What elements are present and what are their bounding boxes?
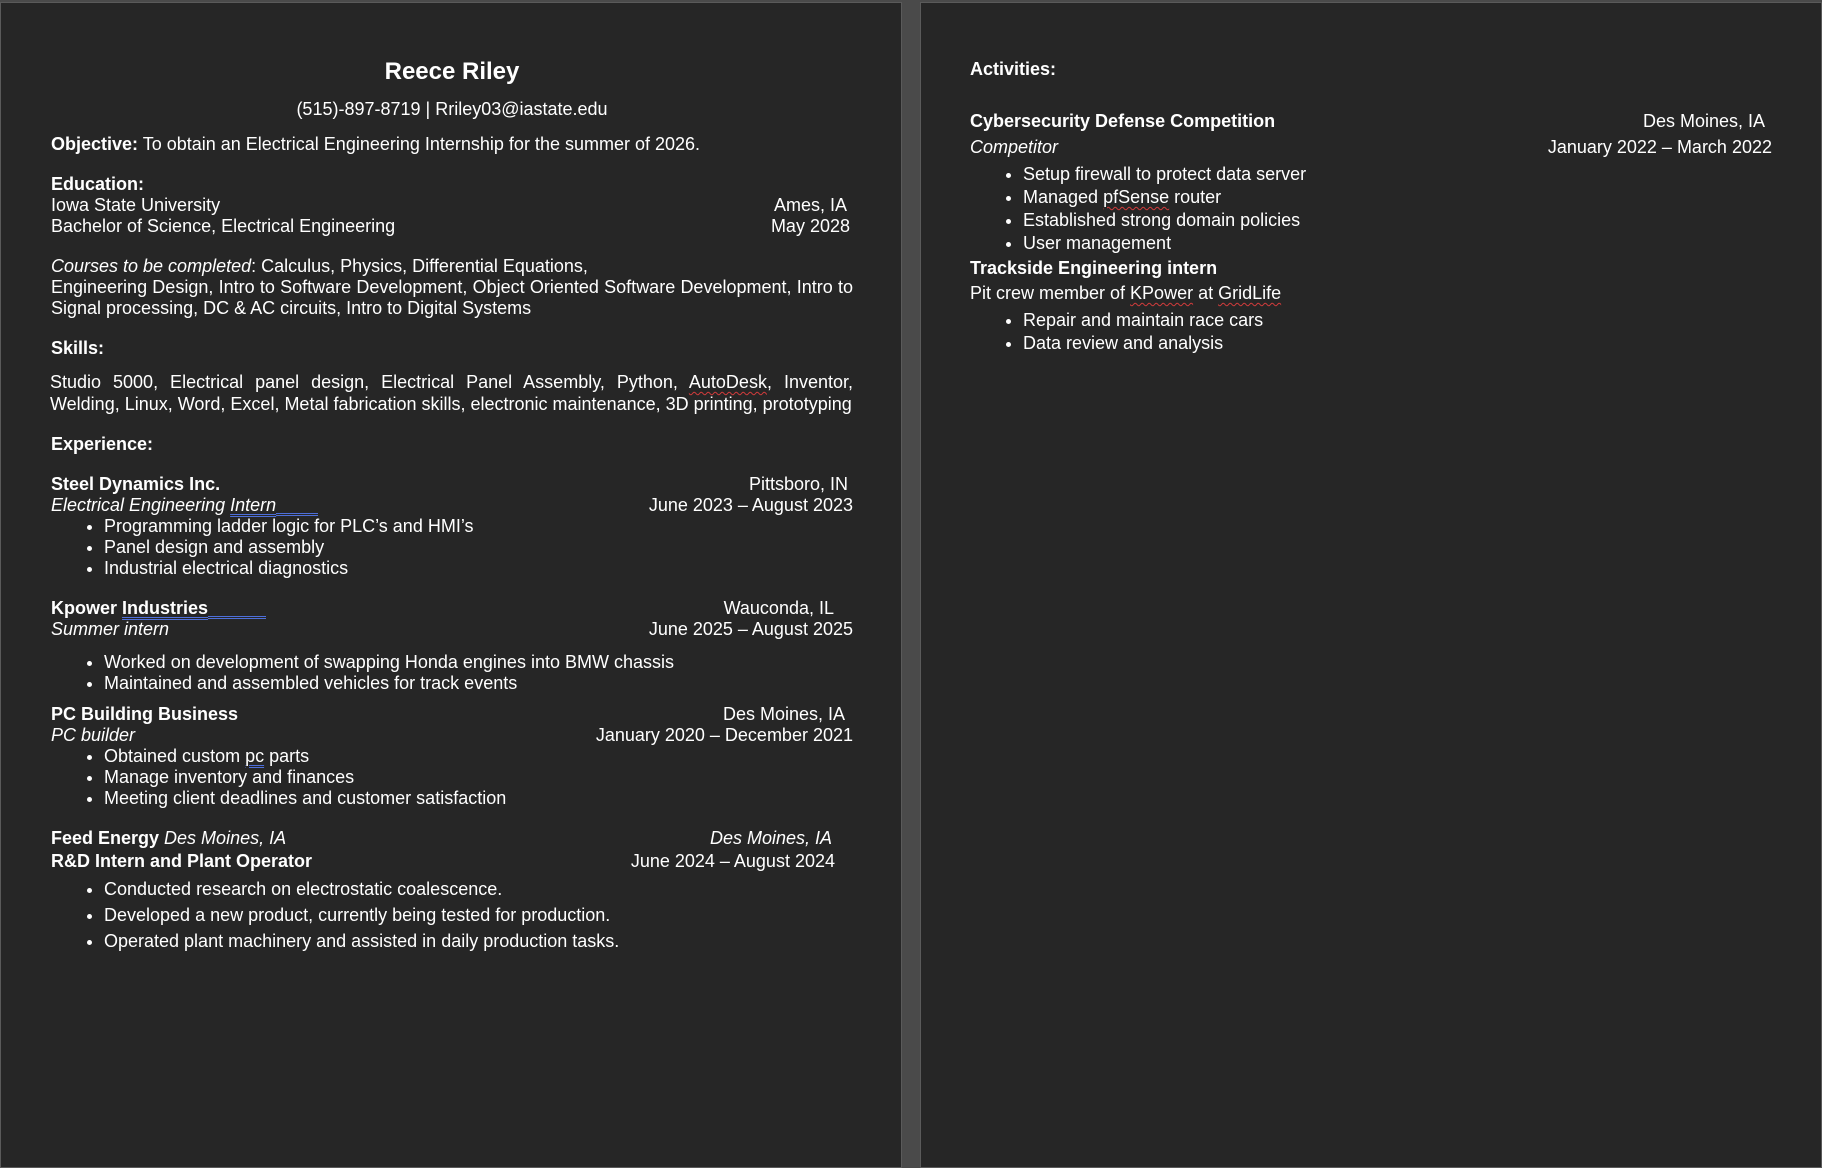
courses-label: Courses to be completed — [51, 256, 252, 276]
job-role: Summer intern — [51, 619, 170, 639]
job-bullets — [51, 516, 853, 579]
objective-label: Objective: — [51, 134, 139, 154]
list-item: • Panel design and assembly — [104, 537, 853, 558]
degree-date: May 2028 — [770, 216, 850, 236]
job-role-row — [51, 851, 853, 872]
job-location: Des Moines, IA — [722, 704, 845, 724]
activity-title: Trackside Engineering intern — [970, 258, 1218, 278]
skills-text — [50, 371, 853, 415]
job-company: PC Building Business — [51, 704, 239, 724]
job-company-name: Feed Energy — [51, 828, 160, 848]
activity-role: Competitor — [970, 137, 1059, 157]
list-item: • Data review and analysis — [1023, 332, 1772, 355]
bullet-part-3: router — [1169, 187, 1222, 207]
activity-location: Des Moines, IA — [1642, 111, 1765, 131]
grammar-underline-mark — [276, 495, 318, 516]
activity-bullets — [970, 163, 1772, 255]
desc-part-3: at — [1193, 283, 1219, 303]
job-company: Steel Dynamics Inc. — [51, 474, 221, 494]
list-item: • User management — [1023, 232, 1772, 255]
page-1-body — [51, 57, 853, 954]
job-dates: June 2024 – August 2024 — [630, 851, 835, 871]
activity-trackside — [970, 258, 1772, 355]
list-item: • Programming ladder logic for PLC’s and HMI’s — [104, 516, 853, 537]
list-item: • Meeting client deadlines and customer satisfaction — [104, 788, 853, 809]
job-dates: June 2023 – August 2023 — [648, 495, 853, 515]
list-item — [104, 746, 853, 767]
job-company-location: Des Moines, IA — [159, 828, 287, 848]
bullet-flagged-word: pfSense — [1103, 187, 1170, 207]
job-role — [51, 495, 318, 516]
activities-heading: Activities: — [970, 59, 1057, 79]
list-item: • Repair and maintain race cars — [1023, 309, 1772, 332]
list-item: • Operated plant machinery and assisted in daily production tasks. — [104, 928, 853, 954]
job-steel-dynamics — [51, 474, 853, 579]
bullet-part-3: parts — [264, 746, 310, 766]
job-company — [51, 598, 266, 619]
list-item: • Maintained and assembled vehicles for track events — [104, 673, 853, 694]
degree-name: Bachelor of Science, Electrical Engineering — [51, 216, 396, 236]
job-location: Wauconda, IL — [723, 598, 834, 618]
activity-dates: January 2022 – March 2022 — [1547, 137, 1772, 157]
courses-line-1 — [51, 256, 853, 277]
bullet-part-1: Obtained custom — [104, 746, 246, 766]
experience-heading: Experience: — [51, 434, 154, 454]
activity-role-row — [970, 137, 1772, 158]
job-role: PC builder — [51, 725, 136, 745]
job-role-row — [51, 495, 853, 516]
resume-name: Reece Riley — [384, 58, 520, 85]
job-company-part-2: Industries — [122, 598, 209, 618]
contact-line: (515)-897-8719 | Rriley03@iastate.edu — [296, 99, 608, 119]
job-role-row — [51, 619, 853, 640]
job-company — [51, 828, 286, 849]
list-item: • Established strong domain policies — [1023, 209, 1772, 232]
desc-part-1: Pit crew member of — [970, 283, 1131, 303]
skills-flagged-word: AutoDesk — [688, 372, 767, 392]
job-kpower — [51, 598, 853, 694]
job-header-row — [51, 704, 853, 725]
page-2-body — [970, 59, 1772, 355]
list-item — [1023, 186, 1772, 209]
grammar-underline-mark — [208, 598, 266, 619]
job-pc-building — [51, 704, 853, 809]
job-location: Pittsboro, IN — [748, 474, 848, 494]
job-header-row — [51, 828, 853, 849]
list-item: • Manage inventory and finances — [104, 767, 853, 788]
courses-first: : Calculus, Physics, Differential Equations, — [251, 256, 588, 276]
objective-text: To obtain an Electrical Engineering Internship for the summer of 2026. — [138, 134, 701, 154]
education-heading: Education: — [51, 174, 144, 194]
job-role-part-2: Intern — [230, 495, 277, 515]
job-bullets — [51, 746, 853, 809]
resume-page-2 — [920, 2, 1822, 1168]
job-company-part-1: Kpower — [51, 598, 123, 618]
skills-text-1: Studio 5000, Electrical panel design, Electrical Panel Assembly, Python, — [50, 372, 689, 392]
job-role-row — [51, 725, 853, 746]
job-bullets — [51, 876, 853, 954]
activity-bullets — [970, 309, 1772, 355]
activity-header-row — [970, 111, 1772, 132]
job-bullets — [51, 652, 853, 694]
list-item: • Conducted research on electrostatic coalescence. — [104, 876, 853, 902]
desc-flagged-word-2: GridLife — [1218, 283, 1282, 303]
education-school-row — [51, 195, 853, 216]
skills-heading: Skills: — [51, 338, 105, 358]
job-header-row — [51, 474, 853, 495]
school-location: Ames, IA — [773, 195, 847, 215]
list-item: • Setup firewall to protect data server — [1023, 163, 1772, 186]
objective-paragraph — [51, 134, 853, 155]
bullet-part-1: Managed — [1023, 187, 1104, 207]
resume-page-1 — [0, 2, 902, 1168]
activity-cyber-defense — [970, 111, 1772, 255]
activity-title: Cybersecurity Defense Competition — [970, 111, 1276, 131]
job-header-row — [51, 598, 853, 619]
bullet-flagged-word: pc — [245, 746, 265, 766]
list-item: • Industrial electrical diagnostics — [104, 558, 853, 579]
courses-list: Engineering Design, Intro to Software Development, Object Oriented Software Development, Intro to Signal processing, DC & AC circuits, Intro to Digital Systems — [51, 277, 853, 318]
job-role: R&D Intern and Plant Operator — [51, 851, 313, 871]
job-feed-energy — [51, 828, 853, 954]
job-location: Des Moines, IA — [709, 828, 832, 848]
job-dates: January 2020 – December 2021 — [595, 725, 853, 745]
job-role-part-1: Electrical Engineering — [51, 495, 231, 515]
desc-flagged-word-1: KPower — [1130, 283, 1194, 303]
school-name: Iowa State University — [51, 195, 221, 215]
list-item: • Developed a new product, currently being tested for production. — [104, 902, 853, 928]
job-dates: June 2025 – August 2025 — [648, 619, 853, 639]
list-item: • Worked on development of swapping Honda engines into BMW chassis — [104, 652, 853, 673]
education-degree-row — [51, 216, 853, 237]
activity-description — [970, 283, 1772, 304]
skills-text-2: , Inventor, Welding, Linux, Word, Excel, Metal fabrication skills, electronic maintenance, 3D printing, prototyping — [50, 372, 853, 414]
